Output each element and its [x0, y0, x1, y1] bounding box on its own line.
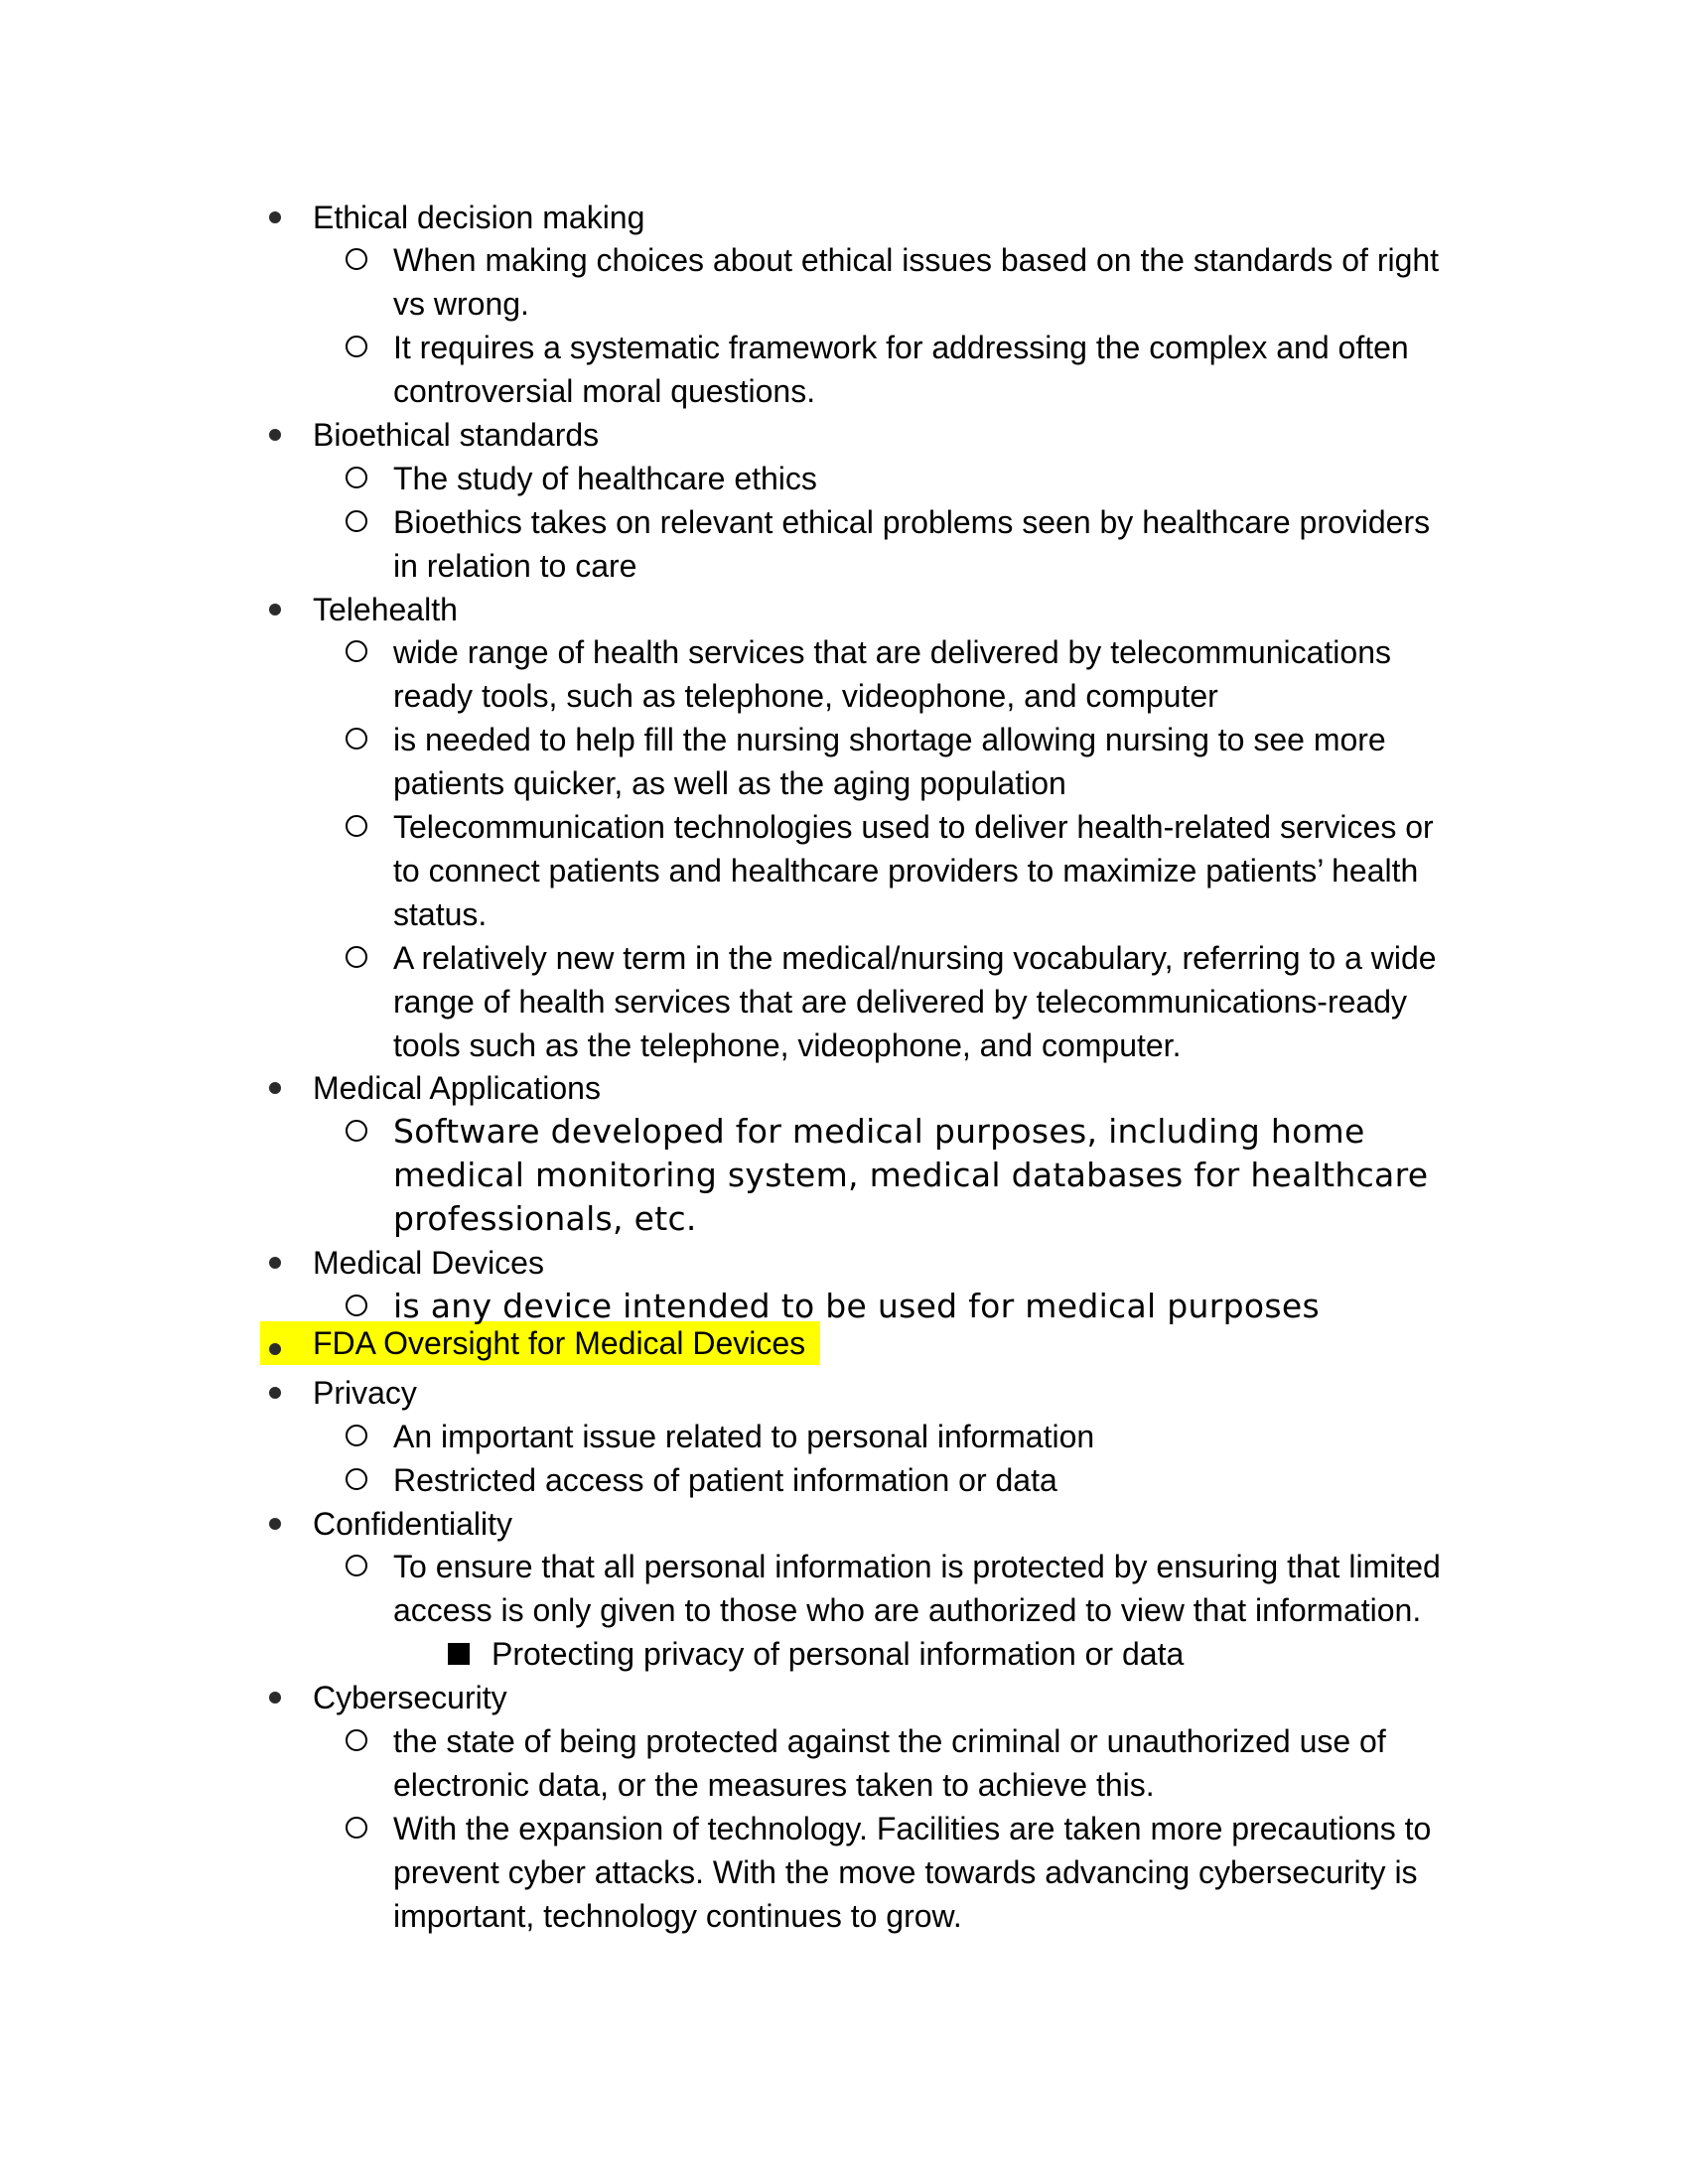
sub-item-line: To ensure that all personal information is protected by ensuring that limited: [393, 1549, 1441, 1584]
bullet-dot-icon: [269, 1387, 281, 1399]
sub-item-line: is needed to help fill the nursing shortage allowing nursing to see more: [393, 722, 1386, 757]
sub-item-line: is any device intended to be used for medical purposes: [393, 1287, 1320, 1325]
list-item-medical-devices: Medical Devices: [313, 1245, 544, 1281]
bullet-circle-icon: [346, 1295, 367, 1316]
bullet-circle-icon: [346, 815, 367, 837]
sub-item-line: vs wrong.: [393, 286, 529, 322]
sub-item-line: access is only given to those who are authorized to view that information.: [393, 1592, 1422, 1628]
bullet-circle-icon: [346, 336, 367, 357]
sub-item-line: important, technology continues to grow.: [393, 1898, 962, 1934]
sub-item-line: electronic data, or the measures taken to achieve this.: [393, 1767, 1155, 1803]
bullet-circle-icon: [346, 510, 367, 532]
sub-item-line: professionals, etc.: [393, 1199, 697, 1238]
bullet-dot-icon: [269, 1257, 281, 1269]
bullet-circle-icon: [346, 1120, 367, 1142]
sub-item-line: Restricted access of patient information or data: [393, 1462, 1057, 1498]
sub-item-line: controversial moral questions.: [393, 373, 816, 409]
sub-item-line: A relatively new term in the medical/nursing vocabulary, referring to a wide: [393, 940, 1437, 976]
list-item-cybersecurity: Cybersecurity: [313, 1680, 507, 1715]
sub-item-line: status.: [393, 896, 488, 932]
list-item-fda-oversight: FDA Oversight for Medical Devices: [313, 1325, 806, 1361]
bullet-dot-icon: [269, 604, 281, 615]
bullet-circle-icon: [346, 1555, 367, 1576]
bullet-circle-icon: [346, 1425, 367, 1446]
sub-item-line: ready tools, such as telephone, videophone, and computer: [393, 678, 1218, 714]
bullet-dot-icon: [269, 429, 281, 441]
bullet-dot-icon: [269, 1082, 281, 1094]
sub-item-line: in relation to care: [393, 548, 637, 584]
sub-item-line: to connect patients and healthcare providers to maximize patients’ health: [393, 853, 1419, 888]
bullet-square-icon: [448, 1643, 470, 1665]
sub-item-line: prevent cyber attacks. With the move towards advancing cybersecurity is: [393, 1854, 1418, 1890]
sub-item-line: With the expansion of technology. Facilities are taken more precautions to: [393, 1811, 1432, 1846]
bullet-dot-icon: [269, 1343, 281, 1355]
bullet-dot-icon: [269, 1518, 281, 1530]
sub-sub-item-line: Protecting privacy of personal information or data: [492, 1636, 1185, 1672]
sub-item-line: tools such as the telephone, videophone, and computer.: [393, 1027, 1182, 1063]
bullet-circle-icon: [346, 1468, 367, 1490]
bullet-circle-icon: [346, 640, 367, 662]
sub-item-line: Telecommunication technologies used to deliver health-related services or: [393, 809, 1434, 845]
sub-item-line: Bioethics takes on relevant ethical problems seen by healthcare providers: [393, 504, 1431, 540]
list-item-telehealth: Telehealth: [313, 592, 458, 627]
sub-item-line: The study of healthcare ethics: [393, 461, 817, 496]
bullet-circle-icon: [346, 1817, 367, 1839]
list-item-confidentiality: Confidentiality: [313, 1506, 512, 1542]
bullet-circle-icon: [346, 1729, 367, 1751]
list-item-ethical-decision-making: Ethical decision making: [313, 200, 645, 235]
list-item-medical-applications: Medical Applications: [313, 1070, 601, 1106]
sub-item-line: medical monitoring system, medical databases for healthcare: [393, 1156, 1429, 1194]
bullet-dot-icon: [269, 211, 281, 223]
bullet-circle-icon: [346, 467, 367, 488]
bullet-circle-icon: [346, 946, 367, 968]
sub-item-line: An important issue related to personal information: [393, 1419, 1095, 1454]
sub-item-line: patients quicker, as well as the aging population: [393, 765, 1066, 801]
sub-item-line: wide range of health services that are delivered by telecommunications: [393, 634, 1391, 670]
bullet-circle-icon: [346, 248, 367, 270]
sub-item-line: When making choices about ethical issues based on the standards of right: [393, 242, 1440, 278]
list-item-privacy: Privacy: [313, 1375, 417, 1411]
sub-item-line: the state of being protected against the criminal or unauthorized use of: [393, 1723, 1386, 1759]
sub-item-line: Software developed for medical purposes, including home: [393, 1112, 1365, 1151]
bullet-dot-icon: [269, 1692, 281, 1704]
bullet-circle-icon: [346, 728, 367, 750]
sub-item-line: It requires a systematic framework for addressing the complex and often: [393, 330, 1409, 365]
sub-item-line: range of health services that are delivered by telecommunications-ready: [393, 984, 1407, 1020]
list-item-bioethical-standards: Bioethical standards: [313, 417, 600, 453]
